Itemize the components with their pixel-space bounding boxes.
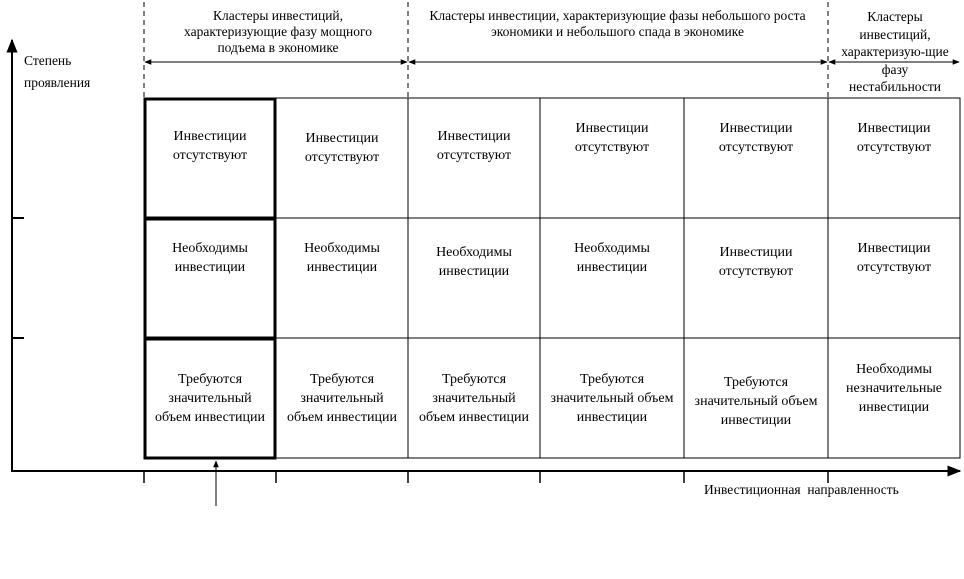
cell-r3-c1: Требуются значительный объем инвестиции	[155, 371, 265, 425]
cell-r3-c5: Требуются значительный объем инвестиции	[694, 374, 818, 428]
cell-r2-c1: Необходимы инвестиции	[172, 241, 248, 275]
cell-r1-c3: Инвестиции отсутствуют	[436, 129, 512, 163]
y-axis-label: Степень проявления	[24, 53, 91, 90]
cell-r1-c5: Инвестиции отсутствуют	[718, 121, 794, 155]
cluster-1-label: Кластеры инвестиций, характеризующие фазу мощного подъема в экономике	[184, 8, 372, 55]
cell-r1-c1: Инвестиции отсутствуют	[172, 129, 248, 163]
cell-r2-c3: Необходимы инвестиции	[436, 245, 512, 279]
cell-r2-c4: Необходимы инвестиции	[574, 241, 650, 275]
cell-r2-c5: Инвестиции отсутствуют	[718, 245, 794, 279]
cell-r1-c6: Инвестиции отсутствуют	[856, 121, 932, 155]
cluster-3-label: Кластеры инвестиций, характеризую-щие фазу нестабильности	[841, 9, 949, 94]
cell-r1-c4: Инвестиции отсутствуют	[574, 121, 650, 155]
cell-r2-c2: Необходимы инвестиции	[304, 241, 380, 275]
cell-r3-c2: Требуются значительный объем инвестиции	[287, 371, 397, 425]
x-axis-label: Инвестиционная направленность	[704, 482, 899, 497]
cell-r3-c4: Требуются значительный объем инвестиции	[550, 371, 674, 425]
cluster-2-label: Кластеры инвестиции, характеризующие фазы небольшого роста экономики и небольшого спада в экономике	[429, 8, 806, 39]
cell-r3-c6: Необходимы незначительные инвестиции	[846, 361, 942, 415]
cell-r2-c6: Инвестиции отсутствуют	[856, 241, 932, 275]
cell-r1-c2: Инвестиции отсутствуют	[304, 131, 380, 165]
cell-r3-c3: Требуются значительный объем инвестиции	[419, 371, 529, 425]
